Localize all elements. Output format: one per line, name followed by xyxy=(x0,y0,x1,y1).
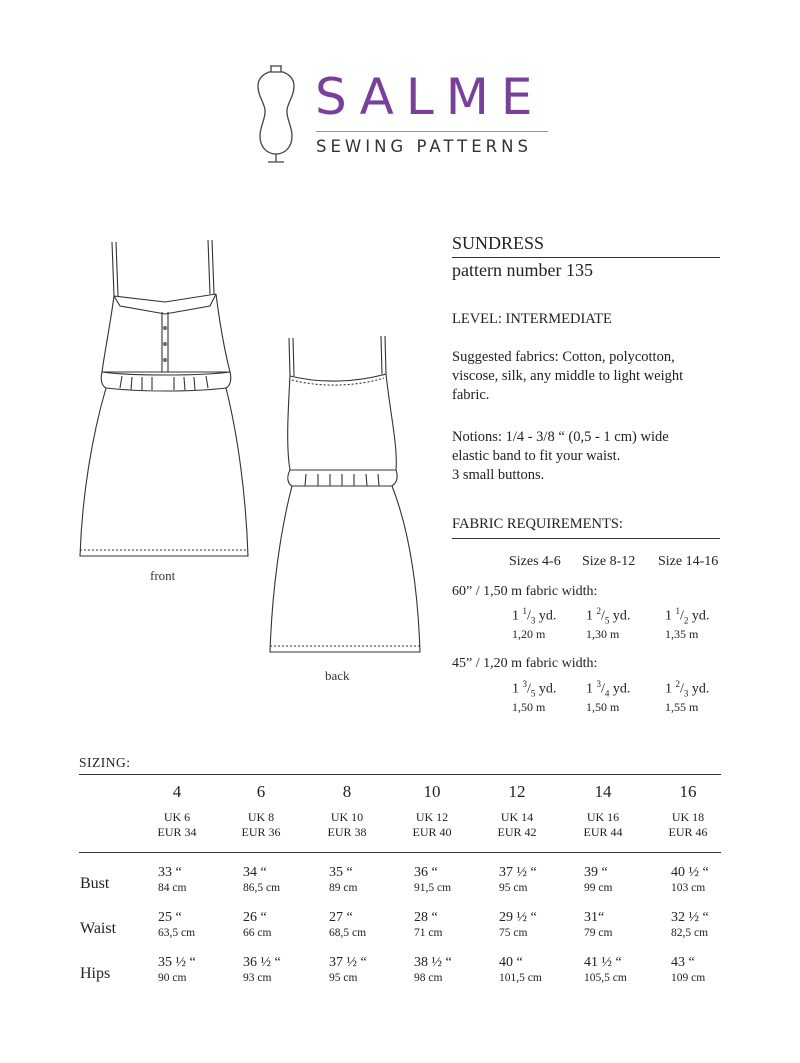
measurement-inches: 43 “ xyxy=(671,955,695,970)
pattern-name: SUNDRESS xyxy=(452,233,545,253)
size-eur: EUR 38 xyxy=(327,825,367,839)
sizing-title: SIZING: xyxy=(79,755,131,770)
size-number: 14 xyxy=(594,782,612,801)
size-number: 12 xyxy=(508,782,526,801)
size-number: 10 xyxy=(423,782,441,801)
difficulty-level: LEVEL: INTERMEDIATE xyxy=(452,311,612,327)
fabrics-line: viscose, silk, any middle to light weight xyxy=(452,368,684,384)
measurement-cm: 89 cm xyxy=(329,882,358,894)
size-uk: UK 6 xyxy=(163,810,191,824)
fabric-width-label: 45” / 1,20 m fabric width: xyxy=(452,656,598,671)
measurement-inches: 38 ½ “ xyxy=(414,955,452,970)
measurement-cm: 68,5 cm xyxy=(329,927,367,939)
size-group-header: Sizes 4-6 xyxy=(509,554,561,569)
measurement-inches: 26 “ xyxy=(243,910,267,925)
measurement-cm: 103 cm xyxy=(671,882,706,894)
measurement-cm: 66 cm xyxy=(243,927,272,939)
measurement-cm: 105,5 cm xyxy=(584,972,627,984)
meterage: 1,50 m xyxy=(586,700,620,714)
fabric-width-label: 60” / 1,50 m fabric width: xyxy=(452,584,598,599)
size-uk: UK 10 xyxy=(330,810,364,824)
measurement-inches: 40 “ xyxy=(499,955,523,970)
size-number: 16 xyxy=(679,782,697,801)
size-number: 6 xyxy=(256,782,266,801)
measurement-cm: 82,5 cm xyxy=(671,927,709,939)
meterage: 1,50 m xyxy=(512,700,546,714)
size-eur: EUR 42 xyxy=(497,825,537,839)
measurement-cm: 99 cm xyxy=(584,882,613,894)
sizing-header-divider xyxy=(79,852,721,853)
measurement-cm: 63,5 cm xyxy=(158,927,196,939)
meterage: 1,35 m xyxy=(665,627,699,641)
size-uk: UK 12 xyxy=(415,810,449,824)
dress-form-icon xyxy=(250,62,302,166)
fabrics-line: Suggested fabrics: Cotton, polycotton, xyxy=(452,349,675,365)
measurement-cm: 84 cm xyxy=(158,882,187,894)
front-view-drawing xyxy=(70,236,260,566)
measurement-inches: 35 “ xyxy=(329,865,353,880)
measurement-inches: 39 “ xyxy=(584,865,608,880)
size-uk: UK 18 xyxy=(671,810,705,824)
measurement-inches: 40 ½ “ xyxy=(671,865,709,880)
size-eur: EUR 40 xyxy=(412,825,452,839)
measurement-cm: 75 cm xyxy=(499,927,528,939)
size-eur: EUR 34 xyxy=(157,825,197,839)
pattern-number: pattern number 135 xyxy=(452,260,593,280)
measurement-inches: 31“ xyxy=(584,910,605,925)
measurement-inches: 41 ½ “ xyxy=(584,955,622,970)
size-uk: UK 8 xyxy=(247,810,275,824)
size-eur: EUR 36 xyxy=(241,825,281,839)
meterage: 1,55 m xyxy=(665,700,699,714)
measurement-inches: 36 “ xyxy=(414,865,438,880)
back-view-drawing xyxy=(262,332,432,662)
measurement-cm: 86,5 cm xyxy=(243,882,281,894)
back-view-label: back xyxy=(325,668,350,683)
measurement-cm: 91,5 cm xyxy=(414,882,452,894)
brand-title: SALME xyxy=(315,68,545,126)
notions-line: Notions: 1/4 - 3/8 “ (0,5 - 1 cm) wide xyxy=(452,429,669,445)
yardage: 1 $^3/_5$ yd. xyxy=(512,679,557,699)
yardage: 1 $^1/_2$ yd. xyxy=(665,606,710,626)
size-eur: EUR 46 xyxy=(668,825,708,839)
measurement-inches: 29 ½ “ xyxy=(499,910,537,925)
measurement-label: Hips xyxy=(80,965,111,982)
size-uk: UK 14 xyxy=(500,810,534,824)
size-uk: UK 16 xyxy=(586,810,620,824)
suggested-fabrics xyxy=(452,348,720,405)
yardage: 1 $^2/_3$ yd. xyxy=(665,679,710,699)
fabric-requirements-title: FABRIC REQUIREMENTS: xyxy=(452,516,623,532)
notions xyxy=(452,428,720,485)
measurement-cm: 90 cm xyxy=(158,972,187,984)
meterage: 1,20 m xyxy=(512,627,546,641)
notions-line: elastic band to fit your waist. xyxy=(452,448,621,464)
measurement-cm: 95 cm xyxy=(329,972,358,984)
measurement-cm: 98 cm xyxy=(414,972,443,984)
measurement-label: Bust xyxy=(80,875,110,892)
front-view-label: front xyxy=(150,568,176,583)
brand-divider xyxy=(316,131,548,132)
measurement-inches: 36 ½ “ xyxy=(243,955,281,970)
fabrics-line: fabric. xyxy=(452,387,490,403)
measurement-inches: 37 ½ “ xyxy=(499,865,537,880)
notions-line: 3 small buttons. xyxy=(452,467,545,483)
measurement-inches: 33 “ xyxy=(158,865,182,880)
yardage: 1 $^1/_3$ yd. xyxy=(512,606,557,626)
meterage: 1,30 m xyxy=(586,627,620,641)
measurement-inches: 27 “ xyxy=(329,910,353,925)
measurement-cm: 93 cm xyxy=(243,972,272,984)
size-number: 8 xyxy=(342,782,352,801)
yardage: 1 $^3/_4$ yd. xyxy=(586,679,631,699)
measurement-cm: 101,5 cm xyxy=(499,972,542,984)
brand-subtitle: SEWING PATTERNS xyxy=(316,137,532,156)
size-group-header: Size 14-16 xyxy=(658,554,719,569)
measurement-cm: 71 cm xyxy=(414,927,443,939)
measurement-inches: 35 ½ “ xyxy=(158,955,196,970)
measurement-inches: 25 “ xyxy=(158,910,182,925)
measurement-inches: 34 “ xyxy=(243,865,267,880)
fabric-requirements-divider xyxy=(452,538,720,539)
pattern-name-divider xyxy=(452,257,720,258)
sizing-top-divider xyxy=(79,774,721,775)
measurement-cm: 79 cm xyxy=(584,927,613,939)
size-eur: EUR 44 xyxy=(583,825,623,839)
yardage: 1 $^2/_5$ yd. xyxy=(586,606,631,626)
size-group-header: Size 8-12 xyxy=(582,554,636,569)
measurement-inches: 32 ½ “ xyxy=(671,910,709,925)
measurement-inches: 28 “ xyxy=(414,910,438,925)
measurement-label: Waist xyxy=(80,920,117,937)
measurement-cm: 95 cm xyxy=(499,882,528,894)
size-number: 4 xyxy=(172,782,182,801)
measurement-inches: 37 ½ “ xyxy=(329,955,367,970)
measurement-cm: 109 cm xyxy=(671,972,706,984)
